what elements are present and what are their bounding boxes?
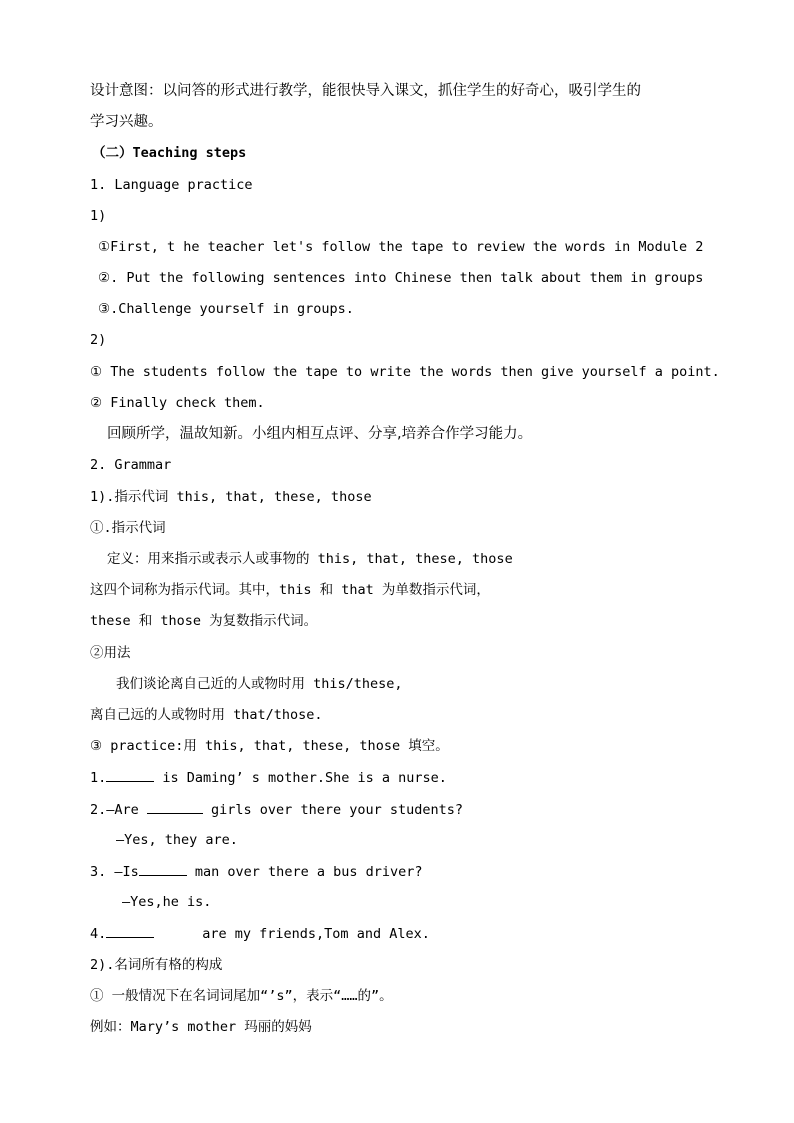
- exercise-2-number: 2.—Are: [90, 802, 147, 818]
- sub1-label: 1): [90, 208, 107, 224]
- grammar-1-usage-1: 我们谈论离自己近的人或物时用 this/these,: [116, 676, 403, 692]
- exercise-1-blank[interactable]: [106, 767, 154, 782]
- grammar-1-definition-2: 这四个词称为指示代词。其中，this 和 that 为单数指示代词，: [90, 582, 490, 598]
- sub1-item-1: ①First, t he teacher let's follow the tape to review the words in Module 2: [98, 239, 704, 255]
- exercise-1-text: is Daming’ s mother.She is a nurse.: [154, 770, 447, 786]
- intent-line-2: 学习兴趣。: [90, 114, 163, 130]
- exercise-2-blank[interactable]: [147, 799, 203, 814]
- exercise-3-number: 3. —Is: [90, 864, 139, 880]
- intent-line-1: 设计意图：以问答的形式进行教学，能很快导入课文，抓住学生的好奇心，吸引学生的: [90, 83, 641, 99]
- exercise-3: [90, 861, 422, 882]
- exercise-1: [90, 767, 447, 788]
- sub1-item-3: ③.Challenge yourself in groups.: [98, 301, 354, 317]
- grammar-2-item-1: ① 一般情况下在名词词尾加“’s”，表示“……的”。: [90, 988, 393, 1004]
- sub2-item-1: ① The students follow the tape to write the words then give yourself a point.: [90, 364, 720, 380]
- exercise-1-number: 1.: [90, 770, 107, 786]
- exercise-3-answer: —Yes,he is.: [122, 894, 212, 910]
- exercise-2: [90, 799, 463, 820]
- exercise-3-blank[interactable]: [139, 861, 187, 876]
- grammar-2-example: 例如：Mary’s mother 玛丽的妈妈: [90, 1019, 312, 1035]
- section-title: （二）Teaching steps: [92, 145, 247, 161]
- grammar-1-practice: ③ practice:用 this, that, these, those 填空。: [90, 738, 449, 754]
- exercise-4-blank[interactable]: [106, 923, 154, 938]
- exercise-2-answer: —Yes, they are.: [116, 832, 238, 848]
- exercise-2-text: girls over there your students?: [202, 802, 463, 818]
- step1-title: 1. Language practice: [90, 177, 253, 193]
- sub1-item-2: ②. Put the following sentences into Chinese then talk about them in groups: [98, 270, 704, 286]
- review-note: 回顾所学，温故知新。小组内相互点评、分享,培养合作学习能力。: [107, 426, 533, 442]
- exercise-4-text: are my friends,Tom and Alex.: [202, 926, 430, 942]
- grammar-1-sub2: ②用法: [90, 645, 131, 661]
- grammar-1-usage-2: 离自己远的人或物时用 that/those.: [90, 707, 323, 723]
- exercise-4-number: 4.: [90, 926, 107, 942]
- grammar-1-definition-3: these 和 those 为复数指示代词。: [90, 613, 318, 629]
- grammar-1-definition: 定义：用来指示或表示人或事物的 this, that, these, those: [107, 551, 513, 567]
- sub2-label: 2): [90, 332, 107, 348]
- exercise-4: [90, 923, 430, 944]
- exercise-3-text: man over there a bus driver?: [186, 864, 423, 880]
- step2-title: 2. Grammar: [90, 457, 172, 473]
- sub2-item-2: ② Finally check them.: [90, 395, 265, 411]
- grammar-1-title: 1).指示代词 this, that, these, those: [90, 489, 372, 505]
- grammar-1-sub1: ①.指示代词: [90, 520, 166, 536]
- grammar-2-title: 2).名词所有格的构成: [90, 957, 223, 973]
